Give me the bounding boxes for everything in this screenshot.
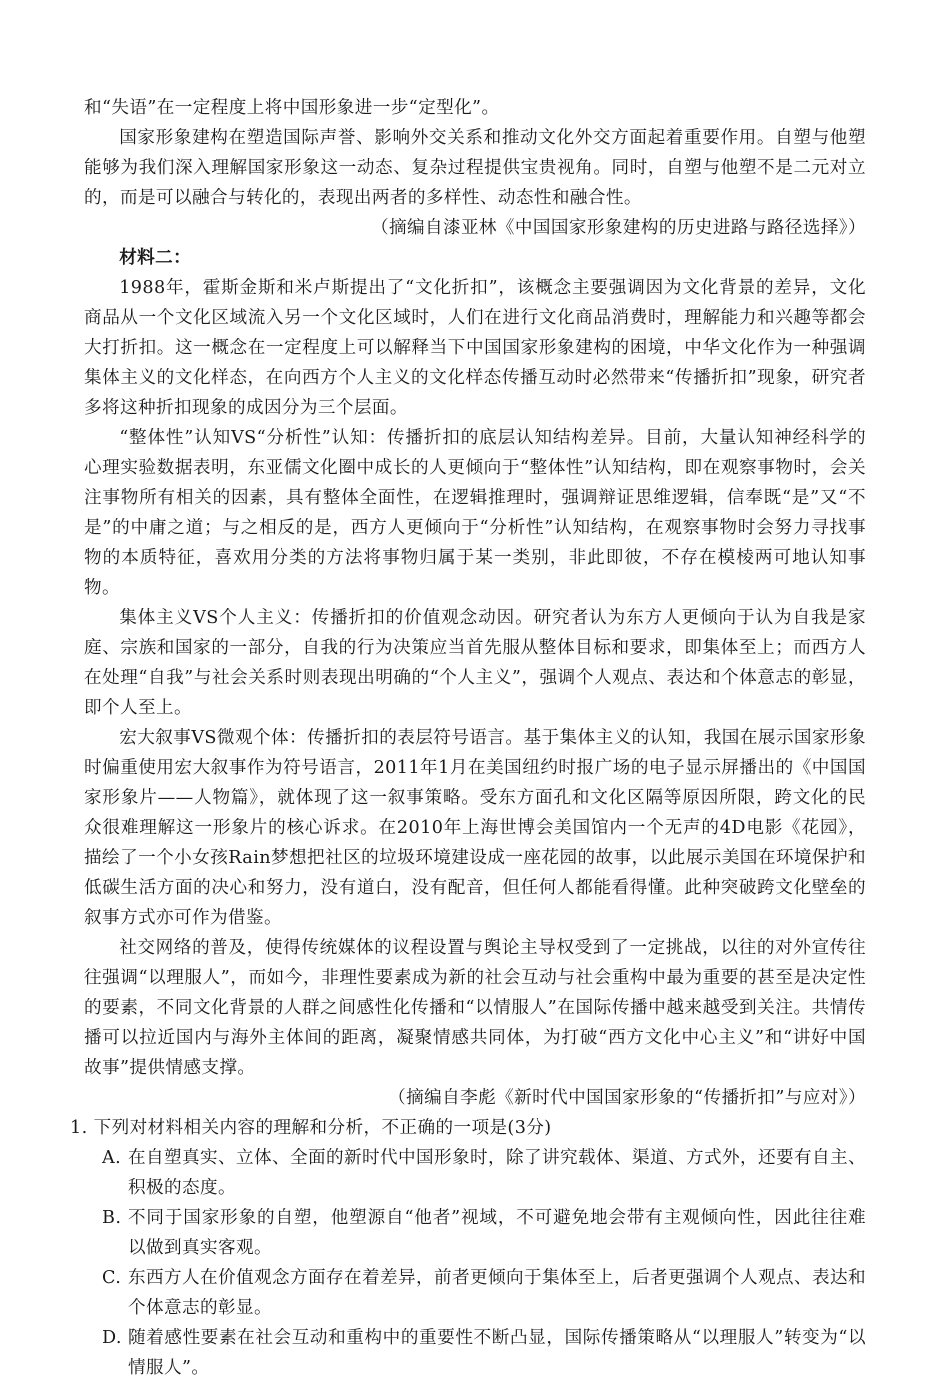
option-text: 在自塑真实、立体、全面的新时代中国形象时，除了讲究载体、渠道、方式外，还要有自主、积极的态度。 <box>128 1148 866 1198</box>
option-letter: A. <box>102 1148 122 1168</box>
material-2-paragraph: 社交网络的普及，使得传统媒体的议程设置与舆论主导权受到了一定挑战，以往的对外宣传往往强调“以理服人”，而如今，非理性要素成为新的社会互动与社会重构中最为重要的甚至是决定性的要素，不同文化背景的人群之间感性化传播和“以情服人”在国际传播中越来越受到关注。共情传播可以拉近国内与海外主体间的距离，凝聚情感共同体，为打破“西方文化中心主义”和“讲好中国故事”提供情感支撑。 <box>84 938 866 1078</box>
question-stem: 1. 下列对材料相关内容的理解和分析，不正确的一项是(3分) <box>70 1118 552 1138</box>
option-b[interactable] <box>84 1203 866 1263</box>
option-letter: C. <box>102 1268 122 1288</box>
source-citation-2: （摘编自李彪《新时代中国国家形象的“传播折扣”与应对》） <box>388 1088 866 1108</box>
source-citation-1: （摘编自漆亚林《中国国家形象建构的历史进路与路径选择》） <box>370 218 866 238</box>
material-2-paragraph: 集体主义VS个人主义：传播折扣的价值观念动因。研究者认为东方人更倾向于认为自我是家庭、宗族和国家的一部分，自我的行为决策应当首先服从整体目标和要求，即集体至上；而西方人在处理“自我”与社会关系时则表现出明确的“个人主义”，强调个人观点、表达和个体意志的彰显，即个人至上。 <box>84 608 866 718</box>
continued-paragraph: 和“失语”在一定程度上将中国形象进一步“定型化”。 <box>84 98 500 118</box>
material-2-title: 材料二： <box>119 248 192 268</box>
option-text: 随着感性要素在社会互动和重构中的重要性不断凸显，国际传播策略从“以理服人”转变为“以情服人”。 <box>128 1328 866 1378</box>
option-text: 不同于国家形象的自塑，他塑源自“他者”视域，不可避免地会带有主观倾向性，因此往往难以做到真实客观。 <box>128 1208 866 1258</box>
paragraph-self-shaping: 国家形象建构在塑造国际声誉、影响外交关系和推动文化外交方面起着重要作用。自塑与他塑能够为我们深入理解国家形象这一动态、复杂过程提供宝贵视角。同时，自塑与他塑不是二元对立的，而是可以融合与转化的，表现出两者的多样性、动态性和融合性。 <box>84 128 866 208</box>
option-c[interactable] <box>84 1263 866 1323</box>
option-text: 东西方人在价值观念方面存在着差异，前者更倾向于集体至上，后者更强调个人观点、表达和个体意志的彰显。 <box>128 1268 866 1318</box>
option-a[interactable] <box>84 1143 866 1203</box>
option-d[interactable] <box>84 1323 866 1383</box>
material-2-paragraph: “整体性”认知VS“分析性”认知：传播折扣的底层认知结构差异。目前，大量认知神经科学的心理实验数据表明，东亚儒文化圈中成长的人更倾向于“整体性”认知结构，即在观察事物时，会关注事物所有相关的因素，具有整体全面性，在逻辑推理时，强调辩证思维逻辑，信奉既“是”又“不是”的中庸之道；与之相反的是，西方人更倾向于“分析性”认知结构，在观察事物时会努力寻找事物的本质特征，喜欢用分类的方法将事物归属于某一类别，非此即彼，不存在模棱两可地认知事物。 <box>84 428 866 598</box>
option-letter: B. <box>102 1208 122 1228</box>
answer-options <box>84 1143 866 1383</box>
option-letter: D. <box>102 1328 122 1348</box>
material-2-paragraph: 1988年，霍斯金斯和米卢斯提出了“文化折扣”，该概念主要强调因为文化背景的差异，文化商品从一个文化区域流入另一个文化区域时，人们在进行文化商品消费时，理解能力和兴趣等都会大打折扣。这一概念在一定程度上可以解释当下中国国家形象建构的困境，中华文化作为一种强调集体主义的文化样态，在向西方个人主义的文化样态传播互动时必然带来“传播折扣”现象，研究者多将这种折扣现象的成因分为三个层面。 <box>84 278 866 418</box>
material-2-paragraph: 宏大叙事VS微观个体：传播折扣的表层符号语言。基于集体主义的认知，我国在展示国家形象时偏重使用宏大叙事作为符号语言，2011年1月在美国纽约时报广场的电子显示屏播出的《中国国家形象片——人物篇》，就体现了这一叙事策略。受东方面孔和文化区隔等原因所限，跨文化的民众很难理解这一形象片的核心诉求。在2010年上海世博会美国馆内一个无声的4D电影《花园》，描绘了一个小女孩Rain梦想把社区的垃圾环境建设成一座花园的故事，以此展示美国在环境保护和低碳生活方面的决心和努力，没有道白，没有配音，但任何人都能看得懂。此种突破跨文化壁垒的叙事方式亦可作为借鉴。 <box>84 728 866 928</box>
